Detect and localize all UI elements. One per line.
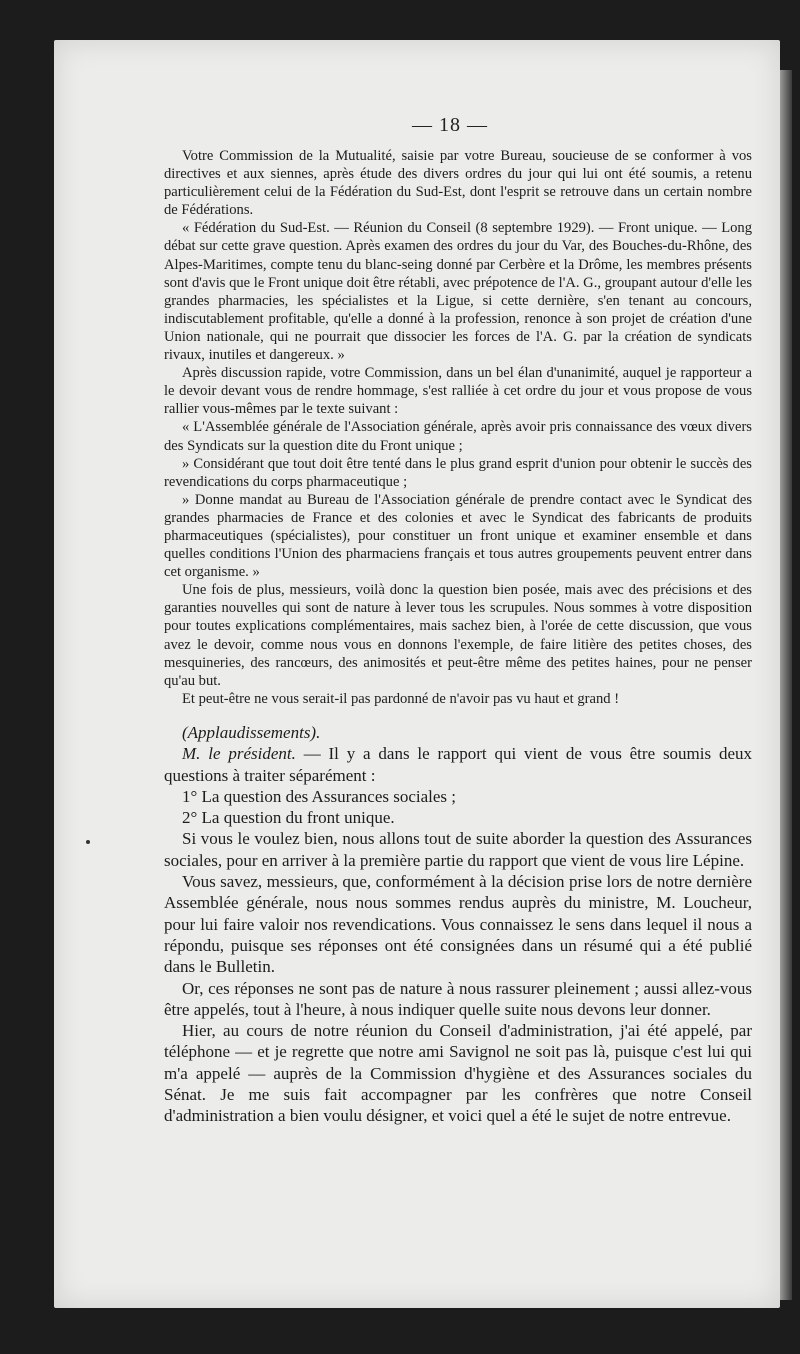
page-edge [780, 70, 792, 1300]
transcript-body [164, 722, 752, 1127]
applause-note [164, 722, 752, 743]
paragraph: Une fois de plus, messieurs, voilà donc la question bien posée, mais avec des précisions et des garanties nouvelles qui sont de nature à lever tous les scrupules. Nous sommes à votre disposition pour toutes explications complémentaires, mais sachez bien, à l'orée de cette discussion, que vous avez le devoir, comme nous vous en donnons l'exemple, de faire litière des petites choses, des mesquineries, des rancœurs, des animosités et peut-être même des petites haines, pour ne penser qu'au but. [164, 582, 752, 689]
paragraph: Hier, au cours de notre réunion du Conseil d'administration, j'ai été appelé, par téléphone — et je regrette que notre ami Savignol ne soit pas là, puisque c'est lui qui m'a appelé — auprès de la Commission d'hygiène et des Assurances sociales du Sénat. Je me suis fait accompagner par les confrères que notre Conseil d'administration a bien voulu désigner, et voici quel a été le sujet de notre entrevue. [164, 1021, 752, 1126]
applause-text: (Applaudissements). [182, 723, 321, 742]
page-number: — 18 — [412, 114, 488, 136]
paragraph: Vous savez, messieurs, que, conformément à la décision prise lors de notre dernière Assemblée générale, nous nous sommes rendus auprès du ministre, M. Loucheur, pour lui faire valoir nos revendications. Vous connaissez le sens dans lequel il nous a répondu, puisque ses réponses ont été consignées dans un résumé qui a été publié dans le Bulletin. [164, 872, 752, 977]
paragraph: Et peut-être ne vous serait-il pas pardonné de n'avoir pas vu haut et grand ! [182, 690, 620, 707]
speaker-text: — Il y a dans le rapport qui vient de vous être soumis deux questions à traiter séparément : [164, 744, 752, 785]
paragraph: » Considérant que tout doit être tenté dans le plus grand esprit d'union pour obtenir le succès des revendications du corps pharmaceutique ; [164, 455, 752, 490]
paragraph: Or, ces réponses ne sont pas de nature à nous rassurer pleinement ; aussi allez-vous être appelés, tout à l'heure, à nous indiquer quelle suite nous devons leur donner. [164, 978, 752, 1019]
paragraph: » Donne mandat au Bureau de l'Association générale de prendre contact avec le Syndicat des grandes pharmacies de France et des colonies et avec le Syndicat des fabricants de produits pharmaceutiques (spécialistes), pour constituer un front unique et examiner ensemble et dans quelles conditions l'Union des pharmaciens français et tous autres groupements peuvent entrer dans cet organisme. » [164, 491, 752, 581]
paragraph: Si vous le voulez bien, nous allons tout de suite aborder la question des Assurances sociales, pour en arriver à la première partie du rapport que vient de vous lire Lépine. [164, 829, 752, 870]
paragraph: « Fédération du Sud-Est. — Réunion du Conseil (8 septembre 1929). — Front unique. — Long débat sur cette grave question. Après examen des ordres du jour du Var, des Bouches-du-Rhône, des Alpes-Maritimes, compte tenu du blanc-seing donné par Cerbère et la Drôme, les membres présents sont d'avis que le Front unique doit être rétabli, avec prépotence de l'A. G., groupant autour d'elle les grandes pharmacies, les spécialistes et la Ligue, si cette dernière, s'en tenant au concours, indiscutablement profitable, qu'elle a donné à la profession, renonce à son projet de création d'une Union nationale, qui ne pourrait que dissocier les forces de l'A. G. par la création de syndicats rivaux, inutiles et dangereux. » [164, 220, 752, 364]
list-item: 2° La question du front unique. [182, 808, 395, 828]
paragraph: « L'Assemblée générale de l'Association générale, après avoir pris connaissance des vœux divers des Syndicats sur la question dite du Front unique ; [164, 419, 752, 454]
margin-mark [86, 840, 90, 844]
paragraph: Votre Commission de la Mutualité, saisie par votre Bureau, soucieuse de se conformer à vos directives et aux siennes, après étude des divers ordres du jour qui lui ont été soumis, a retenu particulièrement celui de la Fédération du Sud-Est, dont l'esprit se retrouve dans un certain nombre de Fédérations. [164, 148, 752, 219]
paragraph: Après discussion rapide, votre Commission, dans un bel élan d'unanimité, auquel je rapporteur a le devoir devant vous de rendre hommage, s'est ralliée à cet ordre du jour et vous propose de vous rallier vous-mêmes par le texte suivant : [164, 365, 752, 418]
president-paragraph [164, 743, 752, 786]
list-item: 1° La question des Assurances sociales ; [182, 786, 457, 806]
speaker-label: M. le président. [182, 744, 296, 764]
report-excerpt [164, 147, 752, 708]
